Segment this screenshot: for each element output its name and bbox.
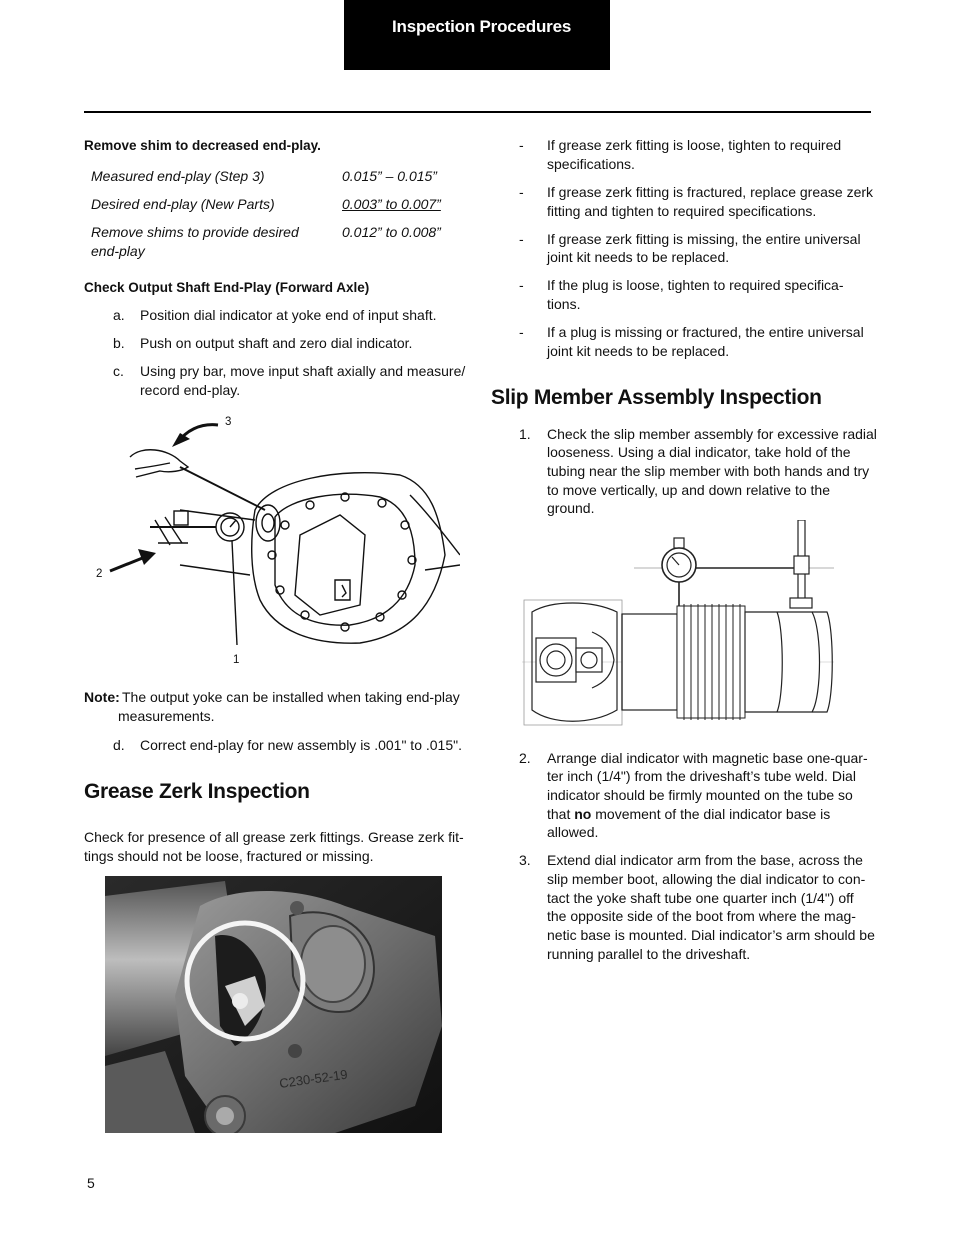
bullet-2-marker: - xyxy=(519,184,524,200)
slip-step-3-line-2: slip member boot, allowing the dial indicator to con- xyxy=(547,871,866,887)
grease-zerk-text: Check for presence of all grease zerk fittings. Grease zerk fit- xyxy=(84,829,464,845)
slip-step-3-marker: 3. xyxy=(519,852,531,868)
slip-step-2-line-4-post: movement of the dial indicator base is xyxy=(591,806,831,822)
shim-row-1-label: Measured end-play (Step 3) xyxy=(91,168,265,184)
step-a-marker: a. xyxy=(113,307,125,323)
slip-step-1-marker: 1. xyxy=(519,426,531,442)
bullet-5-text-cont: joint kit needs to be replaced. xyxy=(547,343,730,359)
slip-step-1-line-5: ground. xyxy=(547,500,595,516)
step-c-text: Using pry bar, move input shaft axially and measure/ xyxy=(140,363,466,379)
slip-step-3-line-3: tact the yoke shaft tube one quarter inch (1/4") off xyxy=(547,890,854,906)
figure-label-1: 1 xyxy=(233,654,240,666)
slip-step-3-line-6: running parallel to the driveshaft. xyxy=(547,946,751,962)
axle-dial-indicator-figure xyxy=(90,405,460,675)
slip-step-3-line-5: netic base is mounted. Dial indicator’s arm should be xyxy=(547,927,875,943)
photo-part-stamp: C230-52-19 xyxy=(278,1066,349,1091)
bullet-4-text-cont: tions. xyxy=(547,296,581,312)
slip-step-2-line-4 xyxy=(547,805,830,824)
bullet-5-text: If a plug is missing or fractured, the entire universal xyxy=(547,324,864,340)
slip-step-1-line-3: tubing near the slip member with both hands and try xyxy=(547,463,870,479)
slip-step-2-marker: 2. xyxy=(519,750,531,766)
step-c-marker: c. xyxy=(113,363,124,379)
page-number: 5 xyxy=(87,1175,95,1191)
bullet-3-text-cont: joint kit needs to be replaced. xyxy=(547,249,730,265)
section-title: Inspection Procedures xyxy=(392,17,572,36)
grease-zerk-text-cont: tings should not be loose, fractured or missing. xyxy=(84,848,374,864)
slip-step-1-line-1: Check the slip member assembly for excessive radial xyxy=(547,426,877,442)
shim-heading: Remove shim to decreased end-play. xyxy=(84,138,321,153)
slip-step-1-line-4: to move vertically, up and down relative to the xyxy=(547,482,831,498)
universal-joint-photo xyxy=(105,876,442,1133)
shim-row-1-value: 0.015” – 0.015” xyxy=(342,168,437,184)
slip-step-2-line-5: allowed. xyxy=(547,824,599,840)
shim-row-3-label: Remove shims to provide desired xyxy=(91,224,299,240)
note-text: The output yoke can be installed when taking end-play xyxy=(122,689,460,705)
bullet-5-marker: - xyxy=(519,324,524,340)
slip-step-2-line-4-pre: that xyxy=(547,806,575,822)
note-text-cont: measurements. xyxy=(118,708,215,724)
grease-zerk-heading: Grease Zerk Inspection xyxy=(84,780,310,803)
bullet-3-marker: - xyxy=(519,231,524,247)
bullet-1-text: If grease zerk fitting is loose, tighten to required xyxy=(547,137,842,153)
slip-step-3-line-1: Extend dial indicator arm from the base, across the xyxy=(547,852,863,868)
slip-step-2-line-1: Arrange dial indicator with magnetic base one-quar- xyxy=(547,750,868,766)
bullet-4-marker: - xyxy=(519,277,524,293)
slip-step-1-line-2: looseness. Using a dial indicator, take hold of the xyxy=(547,444,851,460)
step-b-marker: b. xyxy=(113,335,125,351)
step-b-text: Push on output shaft and zero dial indicator. xyxy=(140,335,413,351)
check-heading: Check Output Shaft End-Play (Forward Axle) xyxy=(84,280,370,295)
step-d-text: Correct end-play for new assembly is .001" to .015". xyxy=(140,737,462,753)
slip-step-2-line-2: ter inch (1/4") from the driveshaft’s tube weld. Dial xyxy=(547,768,856,784)
header-rule xyxy=(84,111,871,113)
bullet-1-marker: - xyxy=(519,137,524,153)
note-label: Note: xyxy=(84,689,120,705)
slip-step-3-line-4: the opposite side of the boot from where the mag- xyxy=(547,908,856,924)
figure-label-3: 3 xyxy=(225,416,232,428)
step-c-text-cont: record end-play. xyxy=(140,382,241,398)
slip-step-2-line-3: indicator should be firmly mounted on the tube so xyxy=(547,787,853,803)
shim-row-2-value: 0.003” to 0.007” xyxy=(342,196,441,212)
slip-member-heading: Slip Member Assembly Inspection xyxy=(491,386,822,409)
shim-row-3-value: 0.012” to 0.008” xyxy=(342,224,441,240)
shim-row-2-label: Desired end-play (New Parts) xyxy=(91,196,275,212)
bullet-2-text: If grease zerk fitting is fractured, replace grease zerk xyxy=(547,184,874,200)
step-a-text: Position dial indicator at yoke end of input shaft. xyxy=(140,307,437,323)
bullet-4-text: If the plug is loose, tighten to required specifica- xyxy=(547,277,844,293)
figure-label-2: 2 xyxy=(96,568,103,580)
bullet-3-text: If grease zerk fitting is missing, the entire universal xyxy=(547,231,861,247)
bullet-2-text-cont: fitting and tighten to required specifications. xyxy=(547,203,817,219)
step-d-marker: d. xyxy=(113,737,125,753)
bullet-1-text-cont: specifications. xyxy=(547,156,635,172)
slip-step-2-emphasis: no xyxy=(574,806,592,822)
slip-member-dial-figure xyxy=(522,520,834,732)
shim-row-3-label-cont: end-play xyxy=(91,243,145,259)
